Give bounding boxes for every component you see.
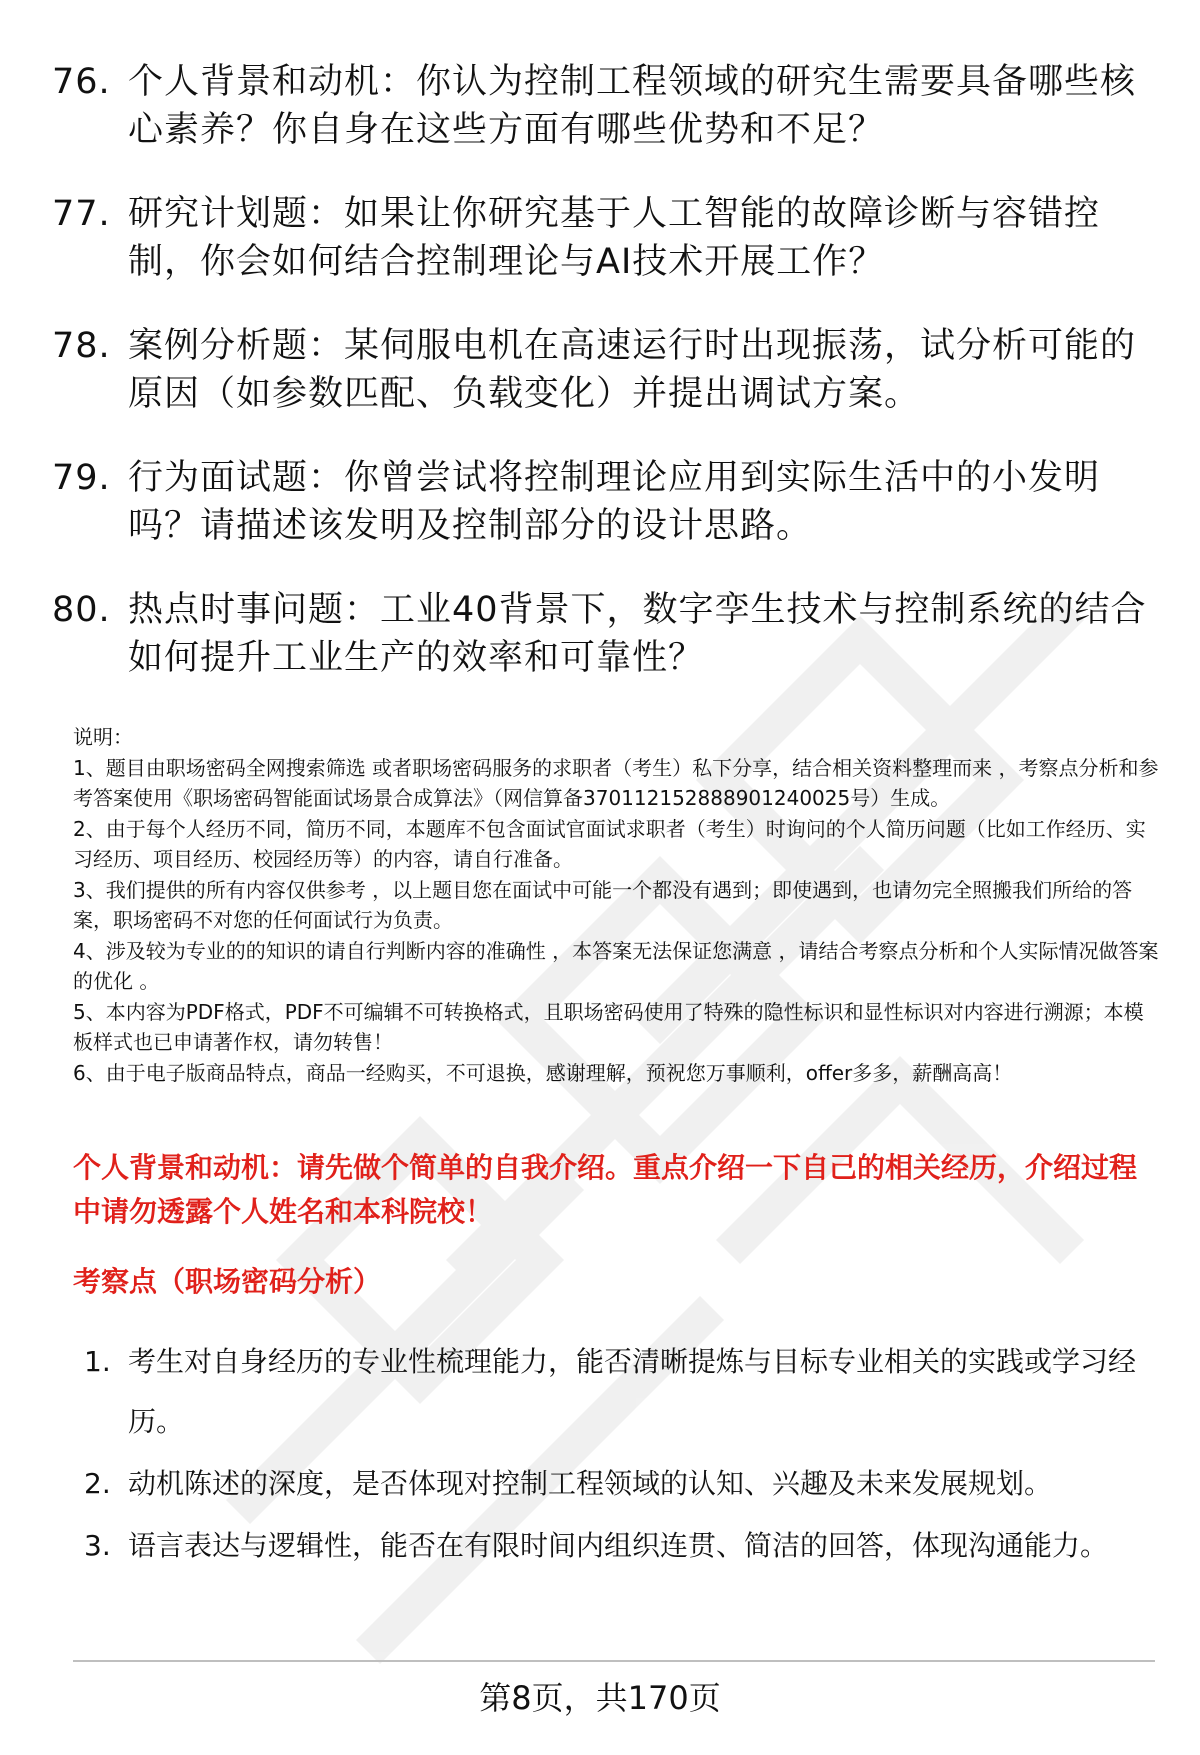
disclaimer-notes [73, 722, 1161, 1088]
key-point-number: 3. [84, 1529, 111, 1562]
note-item: 1、题目由职场密码全网搜索筛选 或者职场密码服务的求职者（考生）私下分享，结合相关资料整理而来 ，考察点分析和参考答案使用《职场密码智能面试场景合成算法》（网信算备370112152888901240025号）生成。 [73, 755, 1159, 810]
key-point-text: 考生对自身经历的专业性梳理能力，能否清晰提炼与目标专业相关的实践或学习经历。 [128, 1345, 1137, 1438]
key-point-number: 1. [84, 1345, 111, 1378]
highlighted-question: 个人背景和动机：请先做个简单的自我介绍。重点介绍一下自己的相关经历，介绍过程中请勿透露个人姓名和本科院校！ [73, 1151, 1138, 1228]
question-text: 案例分析题：某伺服电机在高速运行时出现振荡，试分析可能的原因（如参数匹配、负载变化）并提出调试方案。 [128, 326, 1137, 414]
notes-title: 说明： [73, 725, 133, 749]
question-text: 研究计划题：如果让你研究基于人工智能的故障诊断与容错控制，你会如何结合控制理论与AI技术开展工作？ [128, 194, 1101, 282]
note-item: 2、由于每个人经历不同，简历不同，本题库不包含面试官面试求职者（考生）时询问的个人简历问题（比如工作经历、实习经历、项目经历、校园经历等）的内容，请自行准备。 [73, 816, 1146, 871]
question-number: 80. [52, 590, 111, 630]
question-item [52, 58, 1152, 154]
key-point-text: 语言表达与逻辑性，能否在有限时间内组织连贯、简洁的回答，体现沟通能力。 [128, 1529, 1109, 1562]
question-list [52, 58, 1152, 718]
question-number: 77. [52, 194, 111, 234]
question-number: 76. [52, 62, 111, 102]
note-item: 3、我们提供的所有内容仅供参考 ，以上题目您在面试中可能一个都没有遇到；即使遇到，也请勿完全照搬我们所给的答案，职场密码不对您的任何面试行为负责。 [73, 877, 1133, 932]
key-point-item [84, 1516, 1154, 1576]
note-item: 4、涉及较为专业的的知识的请自行判断内容的准确性 ，本答案无法保证您满意 ，请结合考察点分析和个人实际情况做答案的优化 。 [73, 938, 1159, 993]
question-item [52, 454, 1152, 550]
key-point-item [84, 1332, 1154, 1452]
question-item [52, 322, 1152, 418]
question-number: 78. [52, 326, 111, 366]
question-text: 热点时事问题：工业40背景下，数字孪生技术与控制系统的结合如何提升工业生产的效率和可靠性？ [128, 590, 1147, 678]
question-number: 79. [52, 458, 111, 498]
question-item [52, 586, 1152, 682]
page-number: 第8页，共170页 [479, 1679, 721, 1717]
key-point-number: 2. [84, 1467, 111, 1500]
note-item: 6、由于电子版商品特点，商品一经购买，不可退换，感谢理解，预祝您万事顺利，offer多多，薪酬高高！ [73, 1060, 1013, 1085]
note-item: 5、本内容为PDF格式，PDF不可编辑不可转换格式，且职场密码使用了特殊的隐性标识和显性标识对内容进行溯源；本模板样式也已申请著作权，请勿转售！ [73, 999, 1144, 1054]
footer-divider [73, 1660, 1155, 1662]
key-points-heading: 考察点（职场密码分析） [73, 1265, 382, 1298]
question-item [52, 190, 1152, 286]
key-point-item [84, 1454, 1154, 1514]
key-points-list [84, 1332, 1154, 1578]
question-text: 行为面试题：你曾尝试将控制理论应用到实际生活中的小发明吗？请描述该发明及控制部分的设计思路。 [128, 458, 1101, 546]
question-text: 个人背景和动机：你认为控制工程领域的研究生需要具备哪些核心素养？你自身在这些方面有哪些优势和不足？ [128, 62, 1137, 150]
key-point-text: 动机陈述的深度，是否体现对控制工程领域的认知、兴趣及未来发展规划。 [128, 1467, 1053, 1500]
